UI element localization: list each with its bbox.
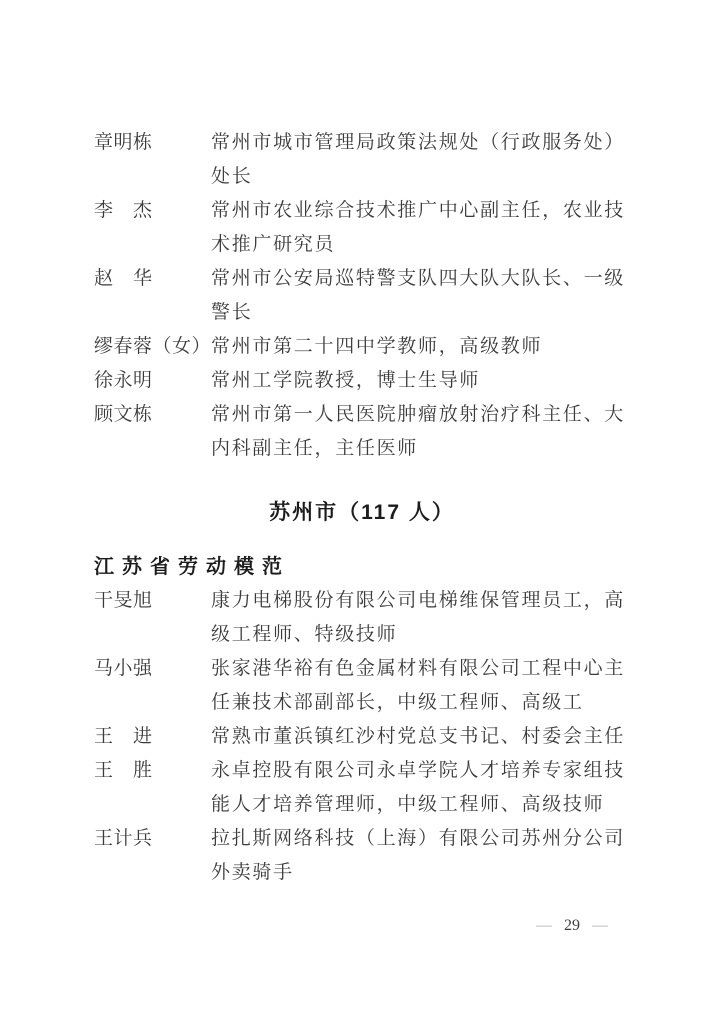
- entry-row: [94, 364, 630, 398]
- person-description: [211, 364, 630, 398]
- description-line: 内科副主任，主任医师: [211, 438, 419, 459]
- description-line: 级工程师、特级技师: [211, 624, 398, 645]
- entry-row: [94, 126, 630, 194]
- entry-row: [94, 822, 630, 890]
- person-name: 缪春蓉（女）: [94, 336, 212, 357]
- description-line: 常州工学院教授，博士生导师: [211, 370, 481, 391]
- person-name: 顾文栋: [94, 404, 153, 425]
- person-description: [211, 126, 630, 194]
- entry-row: [94, 584, 630, 652]
- description-line: 常熟市董浜镇红沙村党总支书记、村委会主任: [211, 726, 626, 747]
- entry-row: [94, 652, 630, 720]
- person-name: 马小强: [94, 658, 153, 679]
- person-description: [211, 398, 630, 466]
- description-line: 任兼技术部副部长，中级工程师、高级工: [211, 692, 584, 713]
- footer-dash-right: —: [592, 917, 608, 934]
- person-name: 干旻旭: [94, 590, 153, 611]
- entry-row: [94, 262, 630, 330]
- suzhou-entry-list: [94, 584, 630, 890]
- person-description: [211, 754, 630, 822]
- description-line: 拉扎斯网络科技（上海）有限公司苏州分公司: [211, 828, 626, 849]
- person-name: 王 进: [94, 726, 153, 747]
- changzhou-entry-list: [94, 126, 630, 466]
- description-line: 警长: [211, 302, 253, 323]
- description-line: 术推广研究员: [211, 234, 336, 255]
- description-line: 外卖骑手: [211, 862, 294, 883]
- description-line: 处长: [211, 166, 253, 187]
- person-name: 徐永明: [94, 370, 153, 391]
- description-line: 常州市公安局巡特警支队四大队大队长、一级: [211, 268, 626, 289]
- person-description: [211, 194, 630, 262]
- entry-row: [94, 754, 630, 822]
- person-description: [211, 822, 630, 890]
- award-heading: 江苏省劳动模范: [94, 556, 290, 578]
- description-line: 张家港华裕有色金属材料有限公司工程中心主: [211, 658, 626, 679]
- person-description: [211, 584, 630, 652]
- entry-row: [94, 398, 630, 466]
- person-description: [211, 262, 630, 330]
- person-name: 章明栋: [94, 132, 153, 153]
- description-line: 常州市第一人民医院肿瘤放射治疗科主任、大: [211, 404, 626, 425]
- description-line: 常州市城市管理局政策法规处（行政服务处）: [211, 132, 626, 153]
- person-name: 王 胜: [94, 760, 153, 781]
- person-description: [211, 720, 630, 754]
- entry-row: [94, 194, 630, 262]
- person-description: [211, 652, 630, 720]
- description-line: 常州市农业综合技术推广中心副主任，农业技: [211, 200, 626, 221]
- page-footer: [536, 916, 608, 936]
- footer-dash-left: —: [536, 917, 552, 934]
- person-name: 赵 华: [94, 268, 153, 289]
- entry-row: [94, 720, 630, 754]
- entry-row: [94, 330, 630, 364]
- description-line: 永卓控股有限公司永卓学院人才培养专家组技: [211, 760, 626, 781]
- person-name: 李 杰: [94, 200, 153, 221]
- person-description: [211, 330, 630, 364]
- description-line: 能人才培养管理师，中级工程师、高级技师: [211, 794, 605, 815]
- person-name: 王计兵: [94, 828, 153, 849]
- description-line: 常州市第二十四中学教师，高级教师: [211, 336, 543, 357]
- city-heading: 苏州市（117 人）: [269, 501, 455, 524]
- description-line: 康力电梯股份有限公司电梯维保管理员工，高: [211, 590, 626, 611]
- page-content: [94, 126, 630, 890]
- footer-page-number: 29: [564, 917, 580, 934]
